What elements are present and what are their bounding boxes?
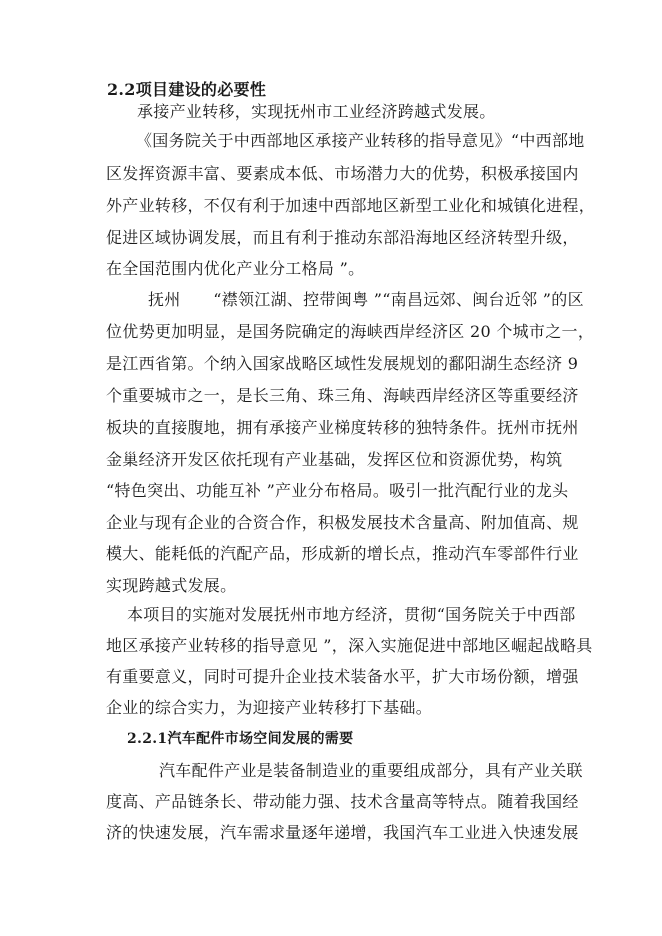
lead-sentence: 承接产业转移，实现抚州市工业经济跨越式发展。 [137,102,496,121]
para2-line: “特色突出、功能互补 ”产业分布格局。吸引一批汽配行业的龙头 [106,481,569,500]
para2-line: 位优势更加明显，是国务院确定的海峡西岸经济区 20 个城市之一， [106,322,595,341]
para2-line: 实现跨越式发展。 [106,576,237,595]
para1-line: 《国务院关于中西部地区承接产业转移的指导意见》“中西部地 [136,131,585,150]
para3-line: 有重要意义，同时可提升企业技术装备水平，扩大市场份额，增强 [106,667,579,686]
para2-line: 模大、能耗低的汽配产品，形成新的增长点，推动汽车零部件行业 [106,544,579,563]
para3-line: 企业的综合实力，为迎接产业转移打下基础。 [106,698,433,717]
para1-line: 在全国范围内优化产业分工格局 ”。 [106,259,365,278]
para4-line: 度高、产品链条长、带动能力强、技术含量高等特点。随着我国经 [106,792,579,811]
para3-line: 本项目的实施对发展抚州市地方经济，贯彻“国务院关于中西部 [127,605,576,624]
section-heading: 2.2项目建设的必要性 [107,80,267,99]
para2-line: 个重要城市之一，是长三角、珠三角、海峡西岸经济区等重要经济 [106,386,579,405]
para2-line: 是江西省第。个纳入国家战略区域性发展规划的鄱阳湖生态经济 9 [106,354,579,373]
para2-line: 金巢经济开发区依托现有产业基础，发挥区位和资源优势，构筑 [106,450,563,469]
para1-line: 促进区域协调发展，而且有利于推动东部沿海地区经济转型升级， [106,228,579,247]
para2-line: 板块的直接腹地，拥有承接产业梯度转移的独特条件。抚州市抚州 [106,418,579,437]
subsection-heading: 2.2.1汽车配件市场空间发展的需要 [127,731,354,747]
para1-line: 区发挥资源丰富、要素成本低、市场潜力大的优势，积极承接国内 [106,164,579,183]
para4-line: 济的快速发展，汽车需求量逐年递增，我国汽车工业进入快速发展 [106,823,579,842]
para2-line: 抚州 “襟领江湖、控带闽粤 ”“南昌远郊、闽台近邻 ”的区 [148,290,584,309]
para4-line: 汽车配件产业是装备制造业的重要组成部分，具有产业关联 [159,761,583,780]
para2-line: 企业与现有企业的合资合作，积极发展技术含量高、附加值高、规 [106,513,579,532]
para3-line: 地区承接产业转移的指导意见 ”，深入实施促进中部地区崛起战略具 [106,636,593,655]
para1-line: 外产业转移，不仅有利于加速中西部地区新型工业化和城镇化进程， [106,196,596,215]
